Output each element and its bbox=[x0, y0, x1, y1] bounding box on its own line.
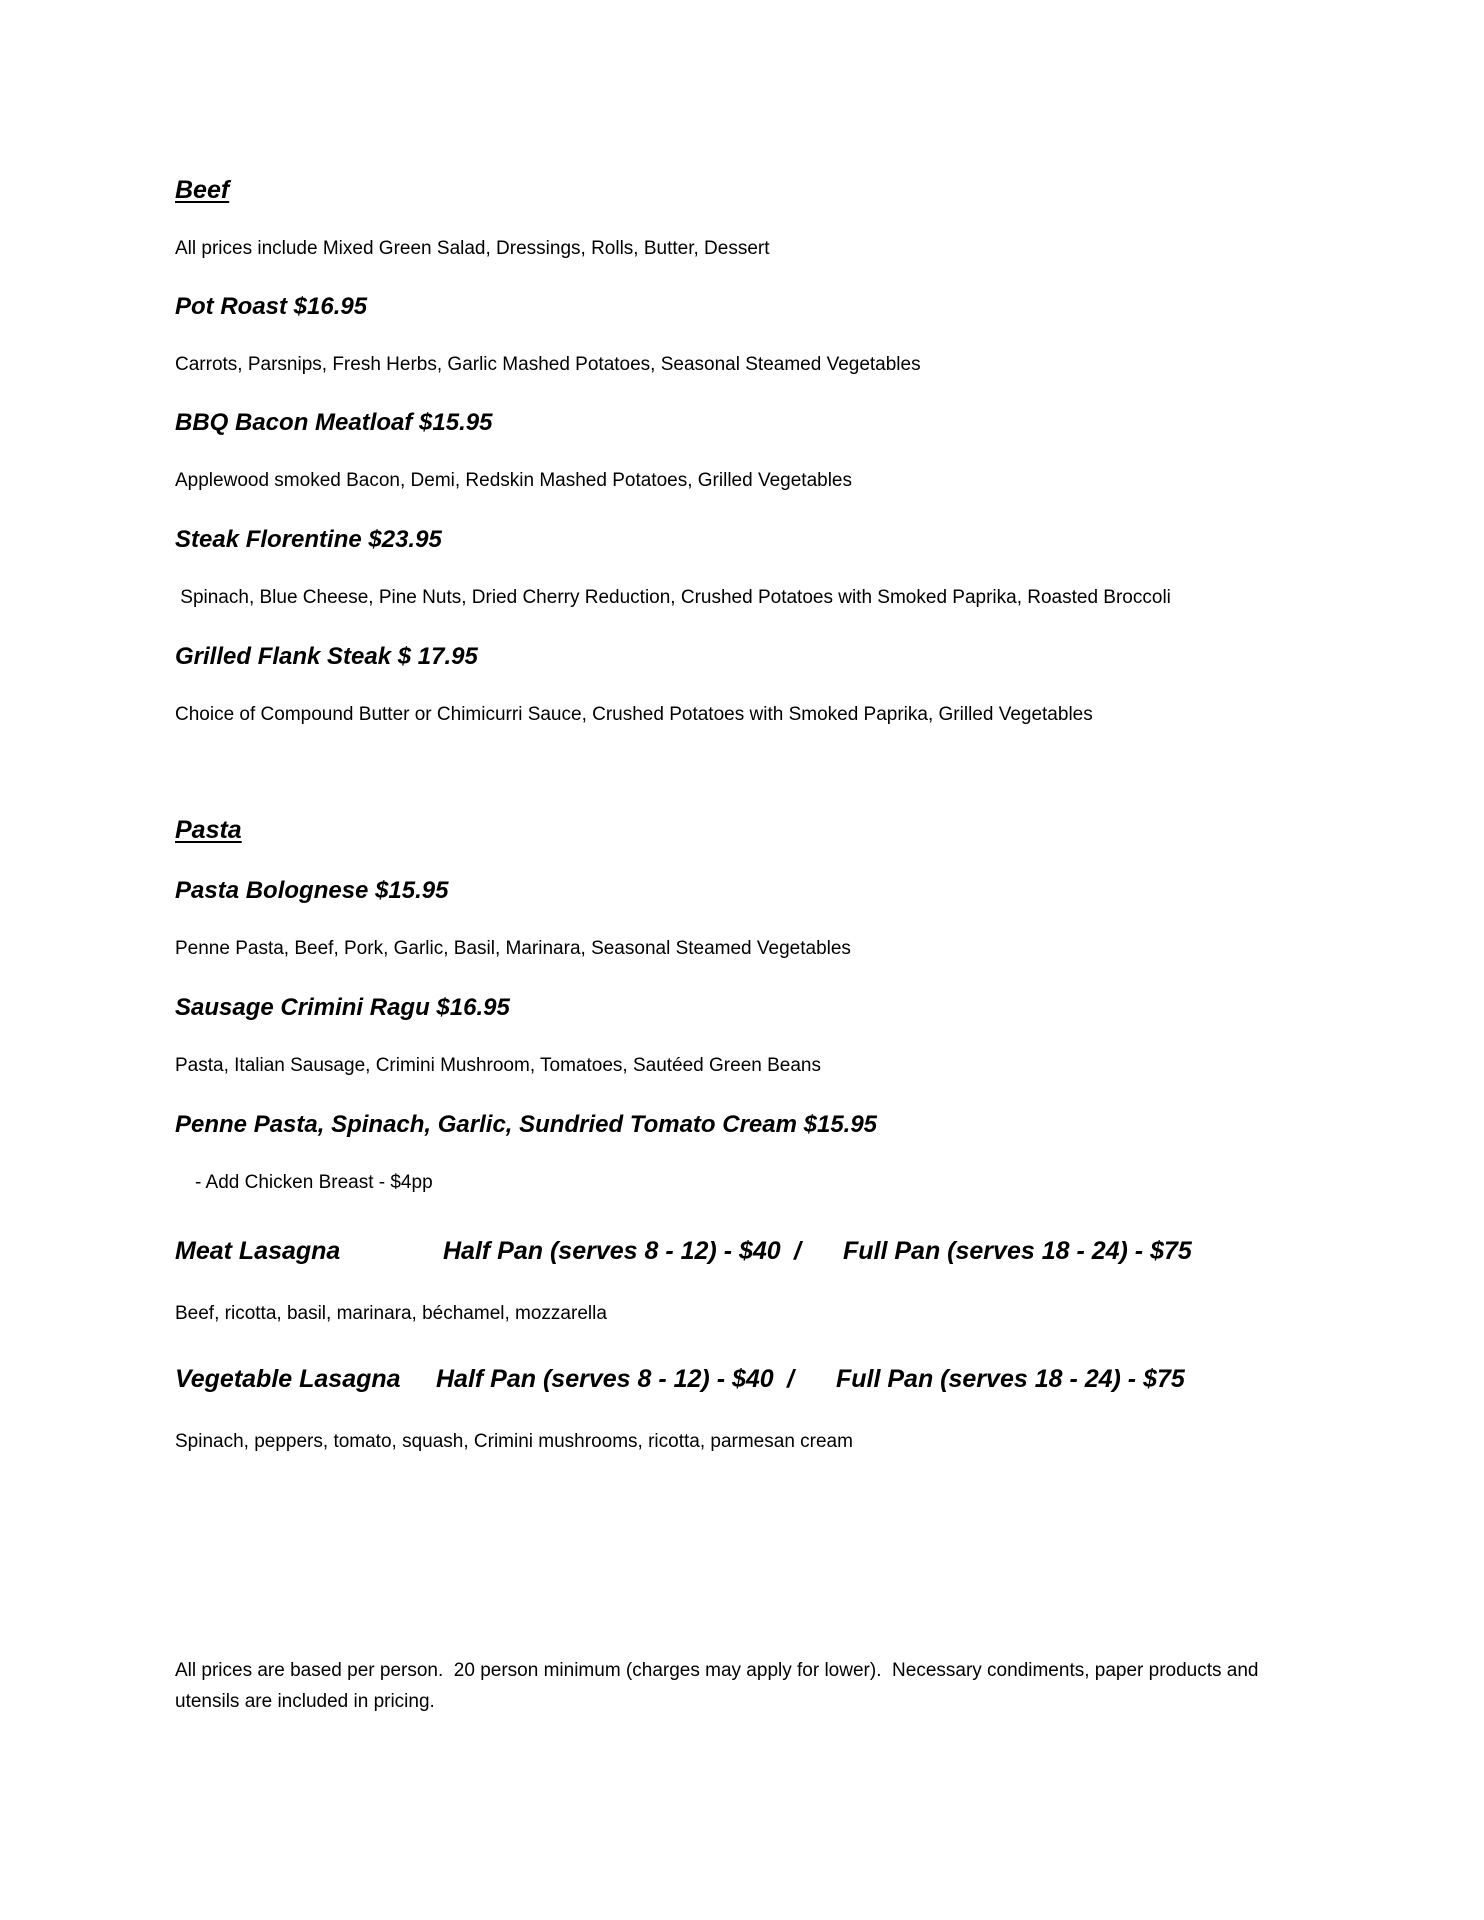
flank-steak-description: Choice of Compound Butter or Chimicurri Sauce, Crushed Potatoes with Smoked Paprika, Grilled Vegetables bbox=[175, 704, 1093, 725]
steak-florentine-title: Steak Florentine $23.95 bbox=[175, 526, 442, 553]
meat-lasagna-half-pan: Half Pan (serves 8 - 12) - $40 bbox=[443, 1237, 781, 1265]
meat-lasagna-full-pan: Full Pan (serves 18 - 24) - $75 bbox=[843, 1237, 1192, 1265]
steak-florentine-description: Spinach, Blue Cheese, Pine Nuts, Dried Cherry Reduction, Crushed Potatoes with Smoked Paprika, Roasted Broccoli bbox=[175, 587, 1171, 608]
vegetable-lasagna-description: Spinach, peppers, tomato, squash, Crimini mushrooms, ricotta, parmesan cream bbox=[175, 1431, 853, 1452]
meat-lasagna-name: Meat Lasagna bbox=[175, 1237, 341, 1265]
beef-intro: All prices include Mixed Green Salad, Dressings, Rolls, Butter, Dessert bbox=[175, 238, 770, 259]
meatloaf-description: Applewood smoked Bacon, Demi, Redskin Mashed Potatoes, Grilled Vegetables bbox=[175, 470, 852, 491]
vegetable-lasagna-half-pan: Half Pan (serves 8 - 12) - $40 bbox=[436, 1365, 774, 1393]
meatloaf-title: BBQ Bacon Meatloaf $15.95 bbox=[175, 409, 493, 436]
meat-lasagna-separator: / bbox=[794, 1237, 801, 1265]
meat-lasagna-description: Beef, ricotta, basil, marinara, béchamel, mozzarella bbox=[175, 1303, 607, 1324]
sausage-ragu-title: Sausage Crimini Ragu $16.95 bbox=[175, 994, 510, 1021]
pasta-bolognese-description: Penne Pasta, Beef, Pork, Garlic, Basil, Marinara, Seasonal Steamed Vegetables bbox=[175, 938, 851, 959]
beef-heading: Beef bbox=[175, 176, 230, 204]
sausage-ragu-description: Pasta, Italian Sausage, Crimini Mushroom, Tomatoes, Sautéed Green Beans bbox=[175, 1055, 821, 1076]
pricing-footer-note: All prices are based per person. 20 person minimum (charges may apply for lower). Necessary condiments, paper products and utensils are included in pricing. bbox=[175, 1660, 1264, 1712]
vegetable-lasagna-name: Vegetable Lasagna bbox=[175, 1365, 401, 1393]
flank-steak-title: Grilled Flank Steak $ 17.95 bbox=[175, 643, 478, 670]
pasta-bolognese-title: Pasta Bolognese $15.95 bbox=[175, 877, 449, 904]
pasta-heading: Pasta bbox=[175, 816, 242, 844]
vegetable-lasagna-separator: / bbox=[787, 1365, 794, 1393]
vegetable-lasagna-full-pan: Full Pan (serves 18 - 24) - $75 bbox=[836, 1365, 1185, 1393]
penne-cream-title: Penne Pasta, Spinach, Garlic, Sundried Tomato Cream $15.95 bbox=[175, 1111, 878, 1138]
add-chicken-note: - Add Chicken Breast - $4pp bbox=[195, 1172, 433, 1193]
pot-roast-title: Pot Roast $16.95 bbox=[175, 293, 368, 320]
pot-roast-description: Carrots, Parsnips, Fresh Herbs, Garlic Mashed Potatoes, Seasonal Steamed Vegetables bbox=[175, 354, 921, 375]
